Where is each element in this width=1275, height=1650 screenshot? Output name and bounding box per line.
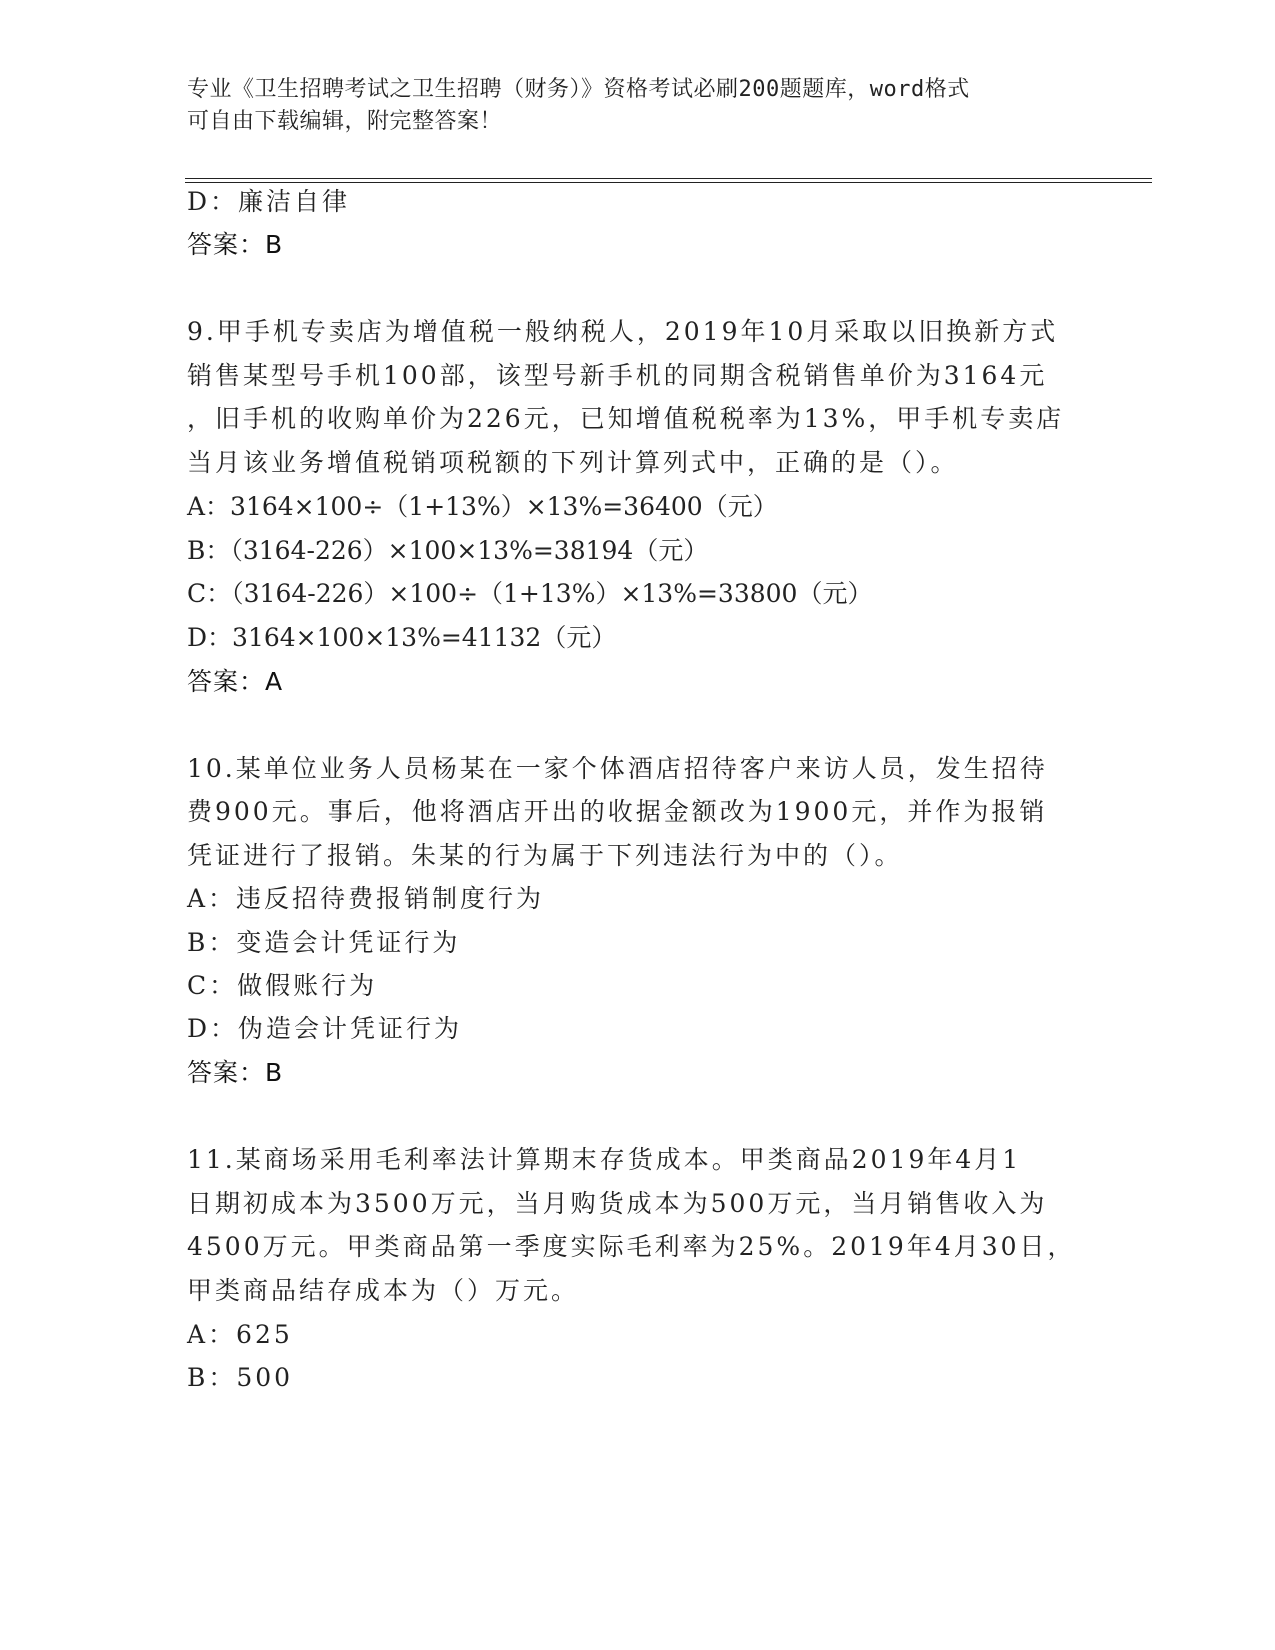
q9-answer: 答案：A	[187, 667, 284, 696]
q11-stem-line-2: 日期初成本为3500万元，当月购货成本为500万元，当月销售收入为	[187, 1189, 1048, 1218]
page-header	[187, 74, 1067, 138]
q10-stem-line-1: 10.某单位业务人员杨某在一家个体酒店招待客户来访人员，发生招待	[187, 754, 1048, 783]
q9-option-c: C：（3164-226）×100÷（1+13%）×13%=33800（元）	[187, 579, 873, 608]
q11-stem-line-3: 4500万元。甲类商品第一季度实际毛利率为25%。2019年4月30日，	[187, 1232, 1076, 1261]
q9-stem-line-2: 销售某型号手机100部，该型号新手机的同期含税销售单价为3164元	[187, 361, 1048, 390]
q9-stem-line-4: 当月该业务增值税销项税额的下列计算列式中，正确的是（）。	[187, 448, 959, 477]
q10-stem-line-3: 凭证进行了报销。朱某的行为属于下列违法行为中的（）。	[187, 841, 903, 870]
q10-option-b: B：变造会计凭证行为	[187, 928, 461, 957]
q9-stem-line-1: 9.甲手机专卖店为增值税一般纳税人，2019年10月采取以旧换新方式	[187, 317, 1059, 346]
q9-option-a: A：3164×100÷（1+13%）×13%=36400（元）	[187, 492, 778, 521]
q10-option-a: A：违反招待费报销制度行为	[187, 884, 545, 913]
q9-option-d: D：3164×100×13%=41132（元）	[187, 623, 617, 652]
q10-option-c: C：做假账行为	[187, 971, 378, 1000]
q10-option-d: D：伪造会计凭证行为	[187, 1014, 463, 1043]
q8-answer: 答案：B	[187, 230, 284, 259]
q8-option-d: D：廉洁自律	[187, 187, 351, 216]
q11-option-a: A：625	[187, 1320, 293, 1349]
q10-answer: 答案：B	[187, 1058, 284, 1087]
q11-option-b: B：500	[187, 1363, 294, 1392]
header-line-1: 专业《卫生招聘考试之卫生招聘（财务）》资格考试必刷200题题库，word格式	[187, 77, 970, 102]
header-divider-top	[185, 178, 1152, 179]
header-divider-bottom	[185, 182, 1152, 183]
q11-stem-line-4: 甲类商品结存成本为（）万元。	[187, 1276, 580, 1305]
q10-stem-line-2: 费900元。事后，他将酒店开出的收据金额改为1900元，并作为报销	[187, 797, 1048, 826]
header-line-2: 可自由下载编辑，附完整答案！	[187, 109, 503, 134]
q9-option-b: B：（3164-226）×100×13%=38194（元）	[187, 536, 709, 565]
q9-stem-line-3: ，旧手机的收购单价为226元，已知增值税税率为13%，甲手机专卖店	[187, 404, 1065, 433]
q11-stem-line-1: 11.某商场采用毛利率法计算期末存货成本。甲类商品2019年4月1	[187, 1145, 1022, 1174]
